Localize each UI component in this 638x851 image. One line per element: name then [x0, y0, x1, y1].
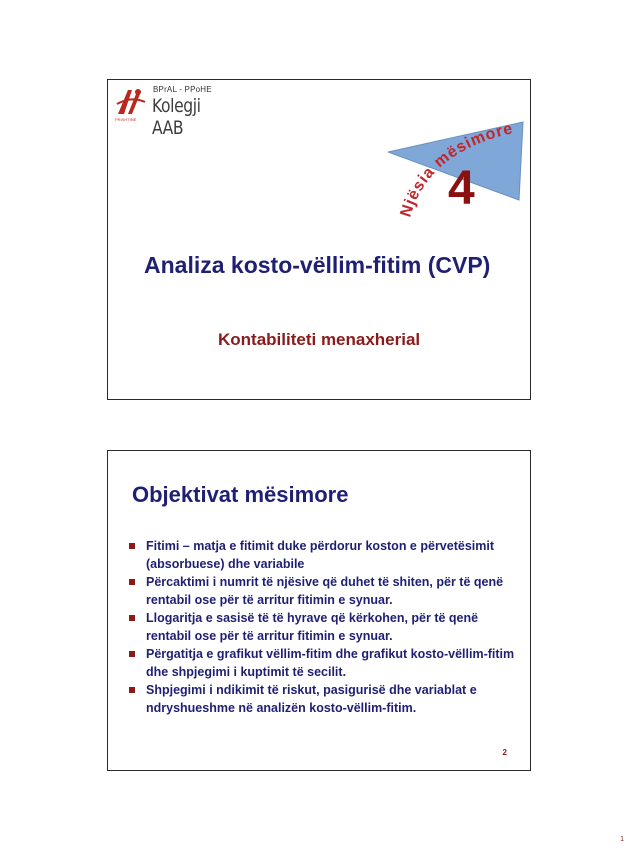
unit-number: 4 [448, 162, 475, 215]
list-item-text: Shpjegimi i ndikimit të riskut, pasigurisë dhe variablat e ndryshueshme në analizën kosto-vëllim-fitim. [146, 683, 477, 715]
logo-caption: PRISHTINË [115, 117, 137, 122]
slide-title: Objektivat mësimore [132, 482, 349, 507]
slide-number: 2 [502, 748, 507, 757]
square-bullet-icon [129, 543, 135, 549]
list-item-text: Përcaktimi i numrit të njësive që duhet të shiten, për të qenë rentabil ose për të arritur fitimin e synuar. [146, 575, 504, 607]
square-bullet-icon [129, 615, 135, 621]
objectives-slide [107, 450, 531, 771]
square-bullet-icon [129, 579, 135, 585]
logo-name: Kolegji AAB [152, 95, 201, 139]
square-bullet-icon [129, 651, 135, 657]
page-number: 1 [620, 836, 624, 843]
list-item-text: Fitimi – matja e fitimit duke përdorur koston e përvetësimit (absorbuese) dhe variabile [146, 539, 494, 571]
list-item-text: Përgatitja e grafikut vëllim-fitim dhe grafikut kosto-vëllim-fitim dhe shpjegimi i kuptimit të secilit. [146, 647, 515, 679]
title-slide [107, 79, 531, 400]
aab-emblem-icon [114, 86, 148, 118]
list-item [126, 610, 521, 645]
slide-subtitle: Kontabiliteti menaxherial [218, 330, 421, 349]
list-item [126, 646, 521, 681]
logo-subtitle: BPrAL - PPoHE [153, 85, 212, 94]
college-logo [114, 85, 254, 139]
list-item [126, 574, 521, 609]
list-item [126, 682, 521, 717]
unit-label: Njësia mësimore [397, 120, 515, 220]
slide-title: Analiza kosto-vëllim-fitim (CVP) [144, 252, 491, 278]
objectives-list [126, 538, 521, 718]
list-item [126, 538, 521, 573]
list-item-text: Llogaritja e sasisë të të hyrave që kërkohen, për të qenë rentabil ose për të arritur fitimin e synuar. [146, 611, 479, 643]
square-bullet-icon [129, 687, 135, 693]
